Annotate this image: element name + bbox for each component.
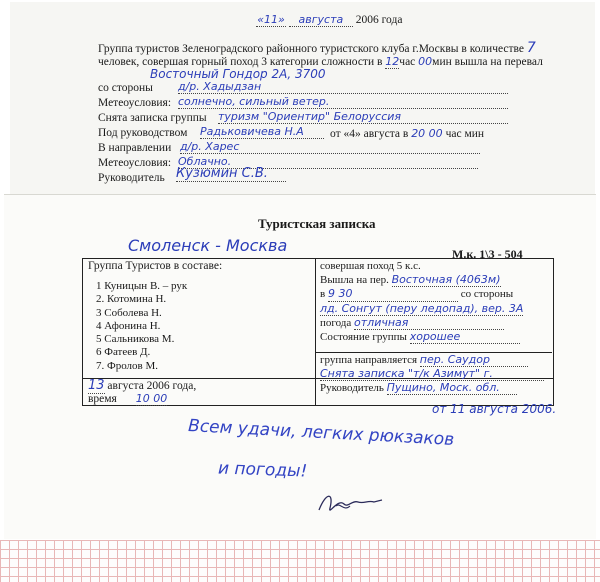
from-hour-word: час — [445, 128, 462, 140]
pass-value: Восточная (4063м) — [391, 273, 501, 287]
member-item: 4 Афонина Н. — [96, 319, 161, 332]
left-header: Группа Туристов в составе: — [88, 260, 223, 272]
note-line-1 — [98, 40, 536, 56]
from-in: в — [402, 128, 409, 140]
route-book-number: М.к. 1\3 - 504 — [452, 247, 523, 261]
side-label: со стороны — [98, 82, 153, 94]
hike-text: человек, совершая горный поход 3 категории сложности в — [98, 56, 383, 68]
right-column — [320, 260, 523, 344]
side-tail: со стороны — [460, 288, 514, 301]
direction-value: д/р. Харес — [180, 140, 480, 154]
minute-value: 00 — [418, 55, 433, 68]
state-value: хорошее — [410, 330, 520, 344]
hour-word: час — [399, 56, 416, 68]
table-divider — [315, 258, 316, 405]
weather2-value: Облачно. — [178, 155, 478, 169]
note-date — [88, 378, 196, 393]
member-item: 6 Фатеев Д. — [96, 346, 151, 359]
place-handwritten: Смоленск - Москва — [128, 236, 288, 255]
time-in-label: в — [320, 288, 326, 301]
member-item: 2. Котомина Н. — [96, 293, 167, 306]
head-label: Руководитель — [98, 172, 165, 184]
from-time: 20 00 — [411, 127, 443, 140]
removed-label: Снята записка группы — [98, 112, 207, 124]
hike-category: совершая поход 5 к.с. — [320, 260, 421, 272]
date-day: «11» — [257, 13, 285, 26]
grid-paper-strip — [0, 540, 600, 582]
note-head-label: Руководитель — [320, 382, 384, 394]
wish-line-1: Всем удачи, легких рюкзаков — [187, 416, 455, 450]
member-list — [96, 280, 187, 373]
from-date: от «4» августа — [330, 128, 400, 140]
note-time — [88, 392, 167, 405]
removed-value: туризм "Ориентир" Белоруссия — [218, 110, 508, 124]
removed-note-line: Снята записка "т/к Азимут" г. — [320, 367, 544, 381]
weather-value: солнечно, сильный ветер. — [178, 95, 508, 109]
date-line — [256, 13, 402, 27]
note-date-text: августа 2006 года, — [107, 380, 197, 392]
signature — [316, 490, 386, 518]
state-label: Состояние группы — [320, 331, 407, 344]
time-line — [320, 287, 523, 301]
note-head-value: Пущино, Моск. обл. — [387, 381, 517, 395]
from-min-word: мин — [464, 128, 485, 140]
pass-text: мин вышла на перевал — [432, 56, 543, 68]
side-detail: лд. Сонгут (перу ледопад), вер. 3А — [320, 301, 524, 315]
pass-label: Вышла на пер. — [320, 274, 389, 287]
direction-line — [320, 353, 544, 367]
member-count: 7 — [526, 40, 536, 56]
weather2-label: Метеоусловия: — [98, 157, 172, 169]
note-head-date: от 11 августа 2006. — [432, 402, 557, 416]
head-value: Кузюмин С.В. — [176, 166, 286, 182]
member-item: 1 Куницын В. – рук — [96, 280, 188, 292]
member-item: 3 Соболева Н. — [96, 306, 162, 319]
direction-label-2: группа направляется — [320, 354, 418, 366]
direction-label: В направлении — [98, 142, 172, 154]
note-date-day: 13 — [88, 378, 105, 393]
wish-line-2: и погоды! — [217, 458, 308, 482]
note-head-line — [320, 381, 544, 395]
date-year: 2006 года — [355, 14, 403, 26]
right-bottom — [320, 353, 544, 395]
member-item: 7. Фролов М. — [96, 359, 159, 372]
note-time-label: время — [88, 393, 117, 405]
member-item: 5 Сальникова М. — [96, 333, 175, 346]
direction-value-2: пер. Саудор — [420, 353, 528, 367]
leader-from — [330, 127, 484, 140]
weather-label-2: погода — [320, 316, 352, 329]
pass-line — [320, 273, 523, 287]
intro-text: Группа туристов Зеленоградского районного туристского клуба г.Москвы в количестве — [98, 43, 524, 55]
weather-label: Метеоусловия: — [98, 97, 172, 109]
note-title: Туристская записка — [258, 216, 376, 231]
time-in-value: 9 30 — [328, 287, 458, 301]
hour-value: 12 — [385, 55, 400, 68]
weather-line — [320, 316, 523, 330]
state-line — [320, 330, 523, 344]
weather-value-2: отличная — [354, 316, 504, 330]
side-value: д/р. Хадыдзан — [178, 80, 508, 94]
date-month: августа — [289, 13, 353, 27]
leader-label: Под руководством — [98, 127, 188, 139]
pass-name: Восточный Гондор 2А, 3700 — [150, 67, 326, 81]
leader-value: Радьковичева Н.А — [200, 125, 324, 139]
note-time-value: 10 00 — [135, 392, 168, 405]
